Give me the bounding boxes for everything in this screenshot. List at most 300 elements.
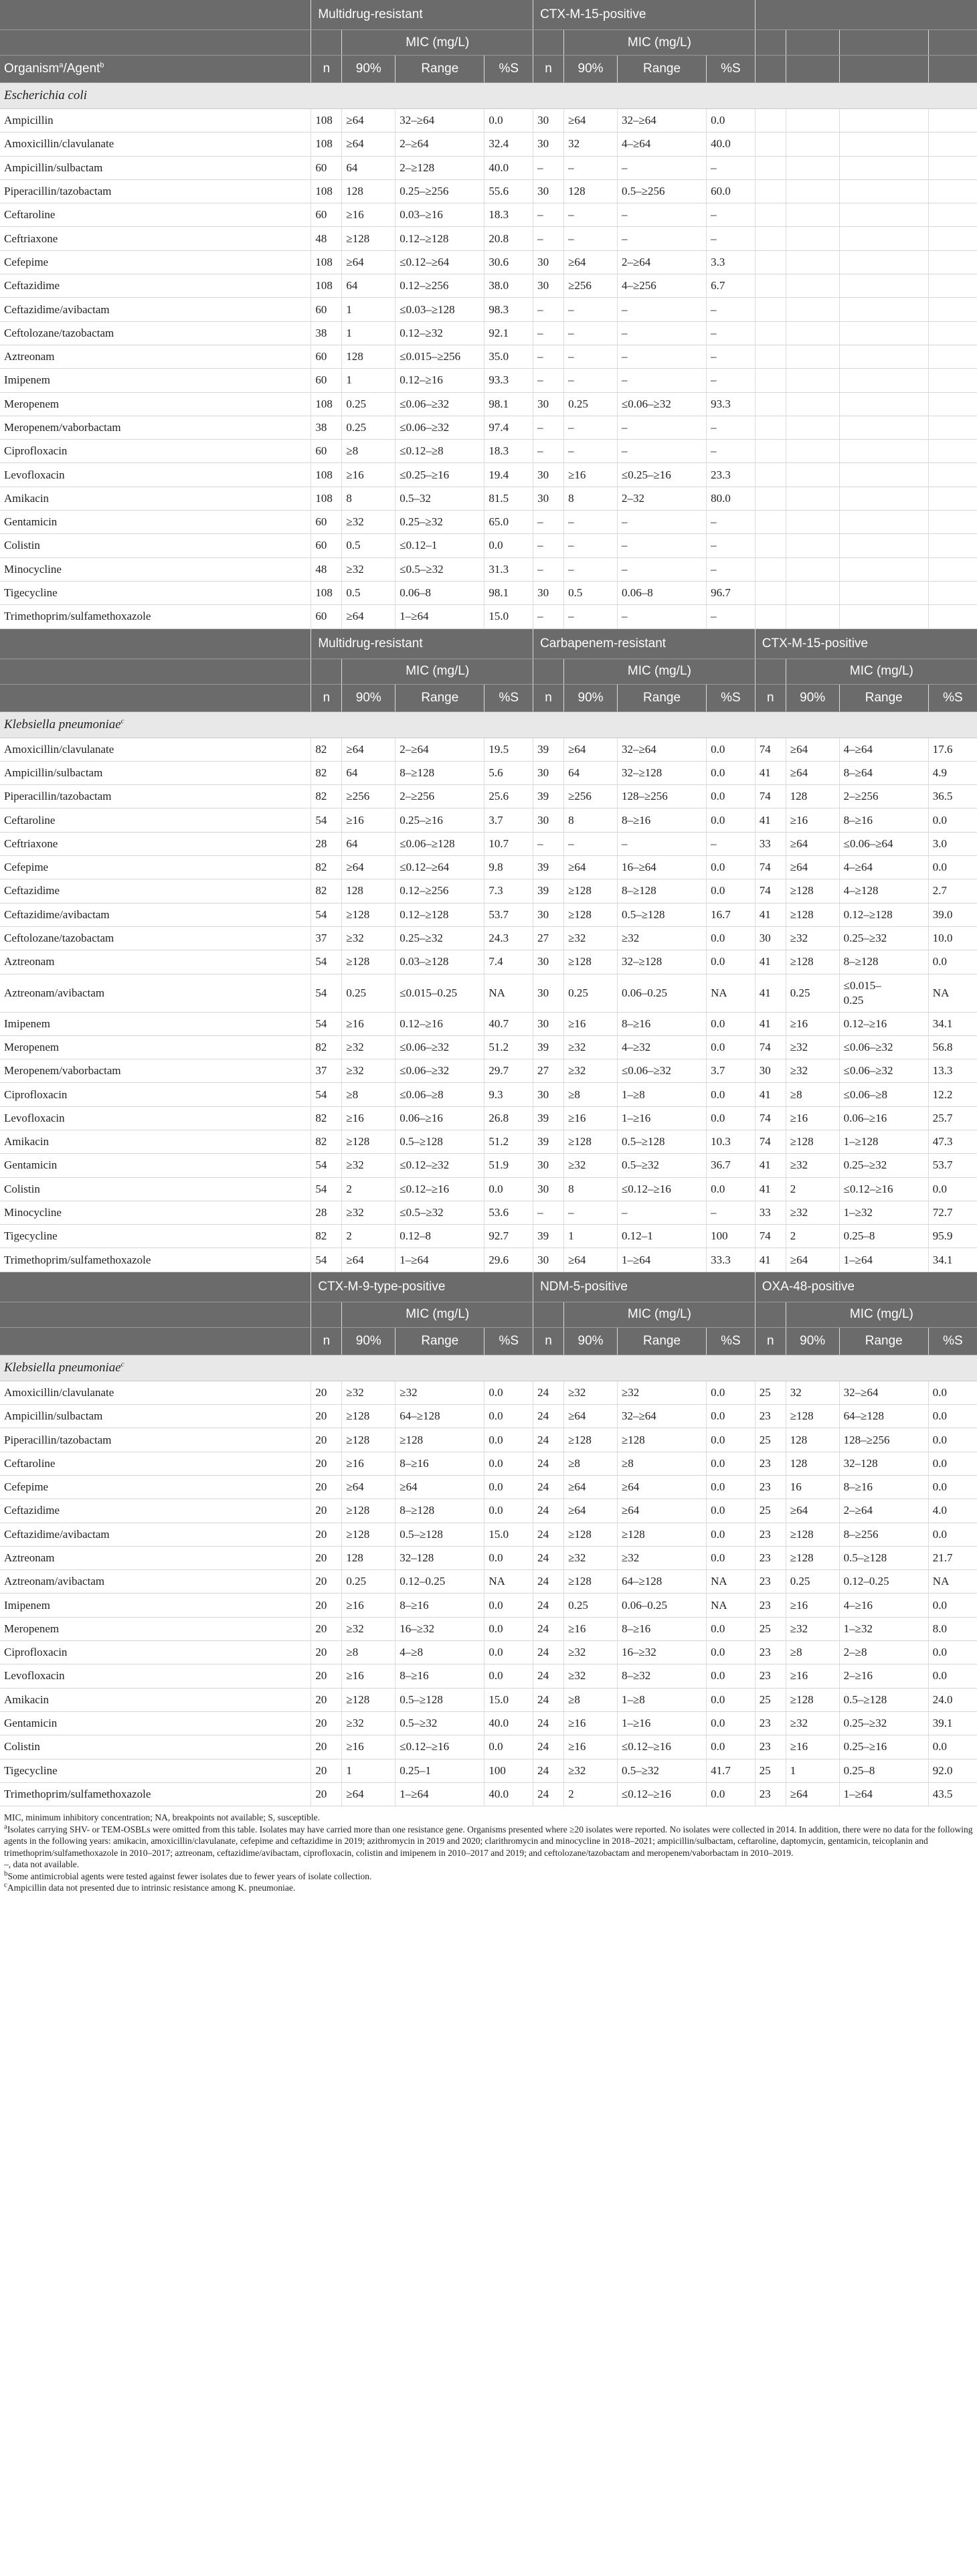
- table-row: [0, 926, 977, 950]
- table-cell: 0.12–≥16: [839, 1012, 928, 1035]
- table-cell: 0.0: [928, 1475, 977, 1498]
- agent-name: Trimethoprim/sulfamethoxazole: [0, 1248, 311, 1272]
- table-cell: ≥128: [395, 1428, 484, 1452]
- table-cell: 0.5–≥128: [395, 1688, 484, 1711]
- table-cell-empty: [755, 487, 786, 510]
- agent-name: Ceftazidime: [0, 879, 311, 903]
- table-row: [0, 1664, 977, 1688]
- table-cell: 108: [311, 109, 342, 133]
- table-cell: ≥16: [564, 1012, 618, 1035]
- table-cell: 0.0: [707, 761, 756, 784]
- organism-name-text: Klebsiella pneumoniae: [4, 1360, 121, 1375]
- table-cell: 2: [342, 1177, 395, 1201]
- table-cell: ≤0.12–≥16: [395, 1735, 484, 1759]
- table-cell: 20: [311, 1735, 342, 1759]
- agent-name: Amikacin: [0, 487, 311, 510]
- table-cell: ≥128: [342, 1428, 395, 1452]
- table-cell: ≥16: [564, 1106, 618, 1130]
- table-cell: ≥64: [786, 761, 839, 784]
- table-row: [0, 250, 977, 274]
- table-cell: 8: [342, 487, 395, 510]
- table-cell-empty: [786, 581, 839, 604]
- table-row: [0, 903, 977, 926]
- table-cell: 2.7: [928, 879, 977, 903]
- table-cell: 20: [311, 1594, 342, 1617]
- table-cell: 0.0: [928, 1428, 977, 1452]
- agent-name: Ceftazidime: [0, 274, 311, 298]
- table2-group-header: [0, 628, 977, 659]
- table-cell: –: [533, 369, 564, 392]
- table-cell: 24: [533, 1475, 564, 1498]
- table-cell: 24: [533, 1759, 564, 1782]
- table-row: [0, 1012, 977, 1035]
- table-cell: –: [564, 369, 618, 392]
- table-cell-empty: [839, 133, 928, 156]
- table-cell: NA: [707, 1594, 756, 1617]
- table1-empty-group: [755, 0, 977, 30]
- table-cell: 0.0: [707, 1452, 756, 1475]
- table-cell: –: [617, 1201, 706, 1224]
- organism-name-text: Escherichia coli: [4, 88, 87, 102]
- agent-name: Meropenem/vaborbactam: [0, 416, 311, 439]
- table-cell-empty: [928, 487, 977, 510]
- table2-col-range-2: Range: [839, 684, 928, 711]
- table-cell: 0.0: [484, 1546, 533, 1569]
- table-cell: ≥128: [617, 1523, 706, 1546]
- table-cell: 32–≥128: [617, 950, 706, 974]
- table-cell-empty: [839, 440, 928, 463]
- table-cell: 26.8: [484, 1106, 533, 1130]
- table-cell: 24: [533, 1617, 564, 1640]
- table2-n-spacer-1: [533, 659, 564, 684]
- table-cell: ≥64: [564, 1248, 618, 1272]
- table-cell: 39: [533, 738, 564, 761]
- table-cell: ≥64: [342, 1475, 395, 1498]
- table2-mic-label-2: MIC (mg/L): [786, 659, 977, 684]
- table-cell: ≥32: [786, 1059, 839, 1083]
- table-cell: 98.3: [484, 298, 533, 321]
- table-cell-empty: [928, 440, 977, 463]
- footnote-dash: –, data not available.: [4, 1859, 80, 1870]
- table3-group-2: OXA-48-positive: [755, 1272, 977, 1302]
- table3-mic-header: [0, 1302, 977, 1327]
- table-cell: ≤0.12–≥64: [395, 250, 484, 274]
- table-cell: 0.0: [484, 1664, 533, 1688]
- table-cell: 96.7: [707, 581, 756, 604]
- table-cell: –: [564, 203, 618, 227]
- table-cell: 4–≥16: [839, 1594, 928, 1617]
- table-cell: 108: [311, 250, 342, 274]
- table-cell: ≥32: [564, 1381, 618, 1404]
- table-cell: 1: [342, 1759, 395, 1782]
- table-cell: ≥8: [564, 1083, 618, 1106]
- table-cell: 27: [533, 926, 564, 950]
- table-cell-empty: [928, 557, 977, 581]
- table-cell: ≥32: [342, 511, 395, 534]
- table-cell: ≥64: [564, 1475, 618, 1498]
- table-cell: 0.0: [484, 1381, 533, 1404]
- table-cell: 55.6: [484, 179, 533, 203]
- table-cell: 0.0: [928, 1405, 977, 1428]
- table-cell-empty: [928, 227, 977, 250]
- table3-mic-blank: [0, 1302, 311, 1327]
- table-cell: 28: [311, 832, 342, 855]
- agent-name: Gentamicin: [0, 511, 311, 534]
- table-cell: 2–32: [617, 487, 706, 510]
- table-cell: 20: [311, 1523, 342, 1546]
- table-cell: ≥64: [342, 250, 395, 274]
- table-cell: 81.5: [484, 487, 533, 510]
- table-row: [0, 227, 977, 250]
- table-cell: 30: [533, 1248, 564, 1272]
- table-cell: ≥128: [342, 1688, 395, 1711]
- table-cell: 0.0: [928, 1664, 977, 1688]
- table-cell: NA: [707, 1570, 756, 1594]
- agent-name: Levofloxacin: [0, 463, 311, 487]
- table-cell: 0.25: [786, 974, 839, 1012]
- table3-col-90-1: 90%: [564, 1327, 618, 1355]
- table-cell: 39: [533, 879, 564, 903]
- table-cell: 20: [311, 1499, 342, 1523]
- table-row: [0, 511, 977, 534]
- table-cell: 0.25: [564, 392, 618, 416]
- table-cell: 15.0: [484, 605, 533, 628]
- agent-name: Amikacin: [0, 1688, 311, 1711]
- table-cell: 8–≥128: [395, 761, 484, 784]
- table2-group-0: Multidrug-resistant: [311, 628, 533, 659]
- table-cell: 0.0: [928, 1641, 977, 1664]
- table-cell: 1–≥64: [617, 1248, 706, 1272]
- table-cell: 74: [755, 1106, 786, 1130]
- table-cell: 24: [533, 1735, 564, 1759]
- table1-mic-empty: [786, 30, 839, 56]
- table-cell: 0.0: [484, 1735, 533, 1759]
- footnote-b-text: Some antimicrobial agents were tested against fewer isolates due to fewer years of isolate collection.: [7, 1871, 372, 1881]
- table-cell: 128: [342, 179, 395, 203]
- table-cell: 38.0: [484, 274, 533, 298]
- table-cell: 23: [755, 1523, 786, 1546]
- table-cell: 0.12–≥128: [839, 903, 928, 926]
- table-cell: 24.3: [484, 926, 533, 950]
- table-cell: 24: [533, 1664, 564, 1688]
- table-cell: ≤0.06–≥32: [395, 416, 484, 439]
- table-cell: 24: [533, 1428, 564, 1452]
- agent-name: Cefepime: [0, 1475, 311, 1498]
- table-cell: 0.0: [484, 1177, 533, 1201]
- table-cell: ≥64: [342, 133, 395, 156]
- table3-corner: [0, 1272, 311, 1302]
- table-cell-empty: [786, 133, 839, 156]
- table-cell: 0.12–≥128: [395, 903, 484, 926]
- table2-col-s-2: %S: [928, 684, 977, 711]
- footnote-c-text: Ampicillin data not presented due to intrinsic resistance among K. pneumoniae.: [7, 1883, 296, 1893]
- table-cell-empty: [755, 416, 786, 439]
- table-row: [0, 416, 977, 439]
- table-cell: 6.7: [707, 274, 756, 298]
- table-cell: 5.6: [484, 761, 533, 784]
- agent-name: Ampicillin/sulbactam: [0, 156, 311, 179]
- table-cell-empty: [928, 416, 977, 439]
- table-row: [0, 1452, 977, 1475]
- table-row: [0, 950, 977, 974]
- table-cell: 0.25: [342, 1570, 395, 1594]
- table-cell: 47.3: [928, 1130, 977, 1153]
- table-cell: ≤0.06–≥8: [395, 1083, 484, 1106]
- table-cell: 80.0: [707, 487, 756, 510]
- table-cell: 20: [311, 1381, 342, 1404]
- table-cell: 92.0: [928, 1759, 977, 1782]
- table-cell: 82: [311, 761, 342, 784]
- table-cell: 0.25: [342, 974, 395, 1012]
- table-cell: 23.3: [707, 463, 756, 487]
- table-cell-empty: [755, 250, 786, 274]
- table-cell: –: [533, 534, 564, 557]
- agent-name: Piperacillin/tazobactam: [0, 1428, 311, 1452]
- table-cell: 0.25–≥32: [839, 926, 928, 950]
- table-cell: 3.0: [928, 832, 977, 855]
- table-cell: 0.25: [342, 392, 395, 416]
- table2-col-n-2: n: [755, 684, 786, 711]
- agent-name: Ceftazidime/avibactam: [0, 298, 311, 321]
- table-cell-empty: [755, 345, 786, 368]
- table-cell: 0.25–≥16: [395, 808, 484, 832]
- table2-group-2: CTX-M-15-positive: [755, 628, 977, 659]
- table1-col-range-0: Range: [395, 56, 484, 83]
- table-cell: 0.0: [928, 1735, 977, 1759]
- table2-col-s-1: %S: [707, 684, 756, 711]
- table-cell: ≥32: [564, 1035, 618, 1059]
- table-cell: 0.0: [928, 1594, 977, 1617]
- table-cell: 23: [755, 1735, 786, 1759]
- table-cell: 15.0: [484, 1688, 533, 1711]
- table-cell: 0.5: [564, 581, 618, 604]
- table-cell: 54: [311, 974, 342, 1012]
- table-cell: 0.12–1: [617, 1225, 706, 1248]
- table-cell: 108: [311, 179, 342, 203]
- table-cell: 0.0: [707, 1664, 756, 1688]
- table-cell: ≥32: [786, 1711, 839, 1735]
- table-cell: ≤0.06–≥32: [395, 392, 484, 416]
- table-cell: 93.3: [707, 392, 756, 416]
- table-cell: ≥32: [342, 1059, 395, 1083]
- table-cell-empty: [786, 203, 839, 227]
- table-cell: 0.12–≥32: [395, 321, 484, 345]
- table-cell: 0.0: [707, 1523, 756, 1546]
- table-row: [0, 1177, 977, 1201]
- table1-col-n-0: n: [311, 56, 342, 83]
- table-cell: 39: [533, 1106, 564, 1130]
- table1-col-s-0: %S: [484, 56, 533, 83]
- table-cell: 32–≥64: [839, 1381, 928, 1404]
- table-cell: 60: [311, 345, 342, 368]
- table-cell: –: [707, 203, 756, 227]
- agent-name: Amoxicillin/clavulanate: [0, 1381, 311, 1404]
- table-cell: 0.0: [707, 1735, 756, 1759]
- table-cell: ≥16: [342, 203, 395, 227]
- table-cell: ≤0.06–≥32: [617, 392, 706, 416]
- table1-mic-header: [0, 30, 977, 56]
- table-cell: –: [617, 832, 706, 855]
- table-cell: 23: [755, 1405, 786, 1428]
- table-cell: ≥128: [342, 1523, 395, 1546]
- agent-label: /Agent: [63, 62, 100, 76]
- table-cell: 32–≥64: [395, 109, 484, 133]
- table-cell: 8–≥256: [839, 1523, 928, 1546]
- table-cell: 74: [755, 856, 786, 879]
- table-cell: 60: [311, 203, 342, 227]
- table-cell: ≥16: [342, 1106, 395, 1130]
- footnote-c-mark: c: [4, 1881, 7, 1889]
- table-cell: –: [617, 511, 706, 534]
- table-cell: 24: [533, 1594, 564, 1617]
- table-cell: ≤0.12–≥16: [839, 1177, 928, 1201]
- table3-mic-label-0: MIC (mg/L): [342, 1302, 533, 1327]
- table3-col-n-2: n: [755, 1327, 786, 1355]
- table-cell: 0.0: [707, 109, 756, 133]
- agent-name: Gentamicin: [0, 1711, 311, 1735]
- table-cell: ≥64: [564, 250, 618, 274]
- table-cell-empty: [755, 156, 786, 179]
- table-cell: ≥16: [786, 1106, 839, 1130]
- table-cell: ≤0.06–≥32: [617, 1059, 706, 1083]
- table-row: [0, 1083, 977, 1106]
- table-cell: 74: [755, 1225, 786, 1248]
- table-cell: 60: [311, 298, 342, 321]
- table-row: [0, 109, 977, 133]
- agent-name: Ceftazidime/avibactam: [0, 903, 311, 926]
- table-cell: ≤0.03–≥128: [395, 298, 484, 321]
- table-cell: –: [564, 832, 618, 855]
- table-cell: 108: [311, 581, 342, 604]
- table-cell: 128–≥256: [839, 1428, 928, 1452]
- table-cell: –: [564, 416, 618, 439]
- agent-name: Tigecycline: [0, 1759, 311, 1782]
- table-cell: 27: [533, 1059, 564, 1083]
- agent-name: Ciprofloxacin: [0, 440, 311, 463]
- table-cell-empty: [786, 298, 839, 321]
- table-cell: 64–≥128: [395, 1405, 484, 1428]
- table-cell-empty: [755, 274, 786, 298]
- table-cell: 30: [533, 463, 564, 487]
- table-cell: 20.8: [484, 227, 533, 250]
- table-cell: –: [707, 345, 756, 368]
- table1-n-spacer-1: [533, 30, 564, 56]
- table-cell: –: [564, 511, 618, 534]
- table-cell: ≥128: [786, 879, 839, 903]
- table-cell: ≥128: [786, 1523, 839, 1546]
- table-cell: ≥128: [564, 879, 618, 903]
- table-row: [0, 1523, 977, 1546]
- table-cell: 0.12–≥16: [395, 1012, 484, 1035]
- table-cell: 0.25–≥32: [395, 511, 484, 534]
- agent-name: Levofloxacin: [0, 1664, 311, 1688]
- table-cell: 41: [755, 1248, 786, 1272]
- table-cell: ≥16: [786, 1735, 839, 1759]
- table-cell: 41: [755, 808, 786, 832]
- table-cell: –: [617, 156, 706, 179]
- table-cell: 41: [755, 903, 786, 926]
- table-cell-empty: [839, 463, 928, 487]
- table-cell: ≤0.25–≥16: [395, 463, 484, 487]
- table2-col-n-0: n: [311, 684, 342, 711]
- agent-name: Aztreonam: [0, 1546, 311, 1569]
- table-cell: –: [617, 369, 706, 392]
- agent-name: Meropenem: [0, 1035, 311, 1059]
- table-cell: 0.03–≥128: [395, 950, 484, 974]
- table-cell: 0.0: [484, 1452, 533, 1475]
- table-row: [0, 1475, 977, 1498]
- table-cell: ≥16: [342, 463, 395, 487]
- table3-col-90-0: 90%: [342, 1327, 395, 1355]
- table-cell: 8–≥16: [617, 1617, 706, 1640]
- table-cell: 30: [533, 179, 564, 203]
- table-cell: 0.06–0.25: [617, 974, 706, 1012]
- table-cell-empty: [755, 440, 786, 463]
- table-cell: ≥32: [564, 1059, 618, 1083]
- table-cell: NA: [484, 1570, 533, 1594]
- table-cell: –: [617, 298, 706, 321]
- agent-name: Imipenem: [0, 369, 311, 392]
- table-cell: 0.0: [707, 1782, 756, 1806]
- table-cell: 38: [311, 416, 342, 439]
- table-cell: 32–≥64: [617, 1405, 706, 1428]
- table-cell: 20: [311, 1570, 342, 1594]
- table-cell-empty: [786, 156, 839, 179]
- table-cell: 1: [342, 321, 395, 345]
- table-cell: 30: [533, 392, 564, 416]
- table-cell: 128: [564, 179, 618, 203]
- agent-name: Cefepime: [0, 856, 311, 879]
- table-cell: 1: [786, 1759, 839, 1782]
- table-cell-empty: [928, 321, 977, 345]
- table-cell: 4–≥64: [839, 856, 928, 879]
- table-cell: ≥32: [342, 1711, 395, 1735]
- agent-name: Colistin: [0, 1735, 311, 1759]
- table-cell: ≥64: [342, 738, 395, 761]
- table-cell: ≤0.06–≥8: [839, 1083, 928, 1106]
- table-cell: 64–≥128: [839, 1405, 928, 1428]
- table-cell: 100: [484, 1759, 533, 1782]
- table-cell-empty: [786, 605, 839, 628]
- table-cell-empty: [839, 179, 928, 203]
- table-cell: 30: [533, 1177, 564, 1201]
- table-cell: 1–≥64: [395, 1248, 484, 1272]
- table-cell: NA: [928, 974, 977, 1012]
- table-cell: 20: [311, 1452, 342, 1475]
- table-cell: 92.1: [484, 321, 533, 345]
- table-cell: 24: [533, 1570, 564, 1594]
- table-cell: 0.5–≥32: [395, 1711, 484, 1735]
- table-cell: ≥32: [617, 1381, 706, 1404]
- table-cell: 30: [533, 487, 564, 510]
- table-cell: ≥64: [342, 856, 395, 879]
- table-cell: 0.0: [707, 950, 756, 974]
- table-cell: ≤0.06–≥128: [395, 832, 484, 855]
- table-cell: 0.0: [707, 1475, 756, 1498]
- table-cell: ≥16: [342, 1594, 395, 1617]
- table-cell: 16–≥64: [617, 856, 706, 879]
- table-cell: ≥32: [342, 557, 395, 581]
- agent-name: Gentamicin: [0, 1154, 311, 1177]
- table3-col-s-1: %S: [707, 1327, 756, 1355]
- table-cell: 60: [311, 534, 342, 557]
- agent-name: Ampicillin/sulbactam: [0, 1405, 311, 1428]
- table-cell: 0.0: [484, 1499, 533, 1523]
- table-cell: –: [707, 156, 756, 179]
- table-cell-empty: [928, 345, 977, 368]
- table-cell: 0.03–≥16: [395, 203, 484, 227]
- table-cell: ≥16: [342, 1012, 395, 1035]
